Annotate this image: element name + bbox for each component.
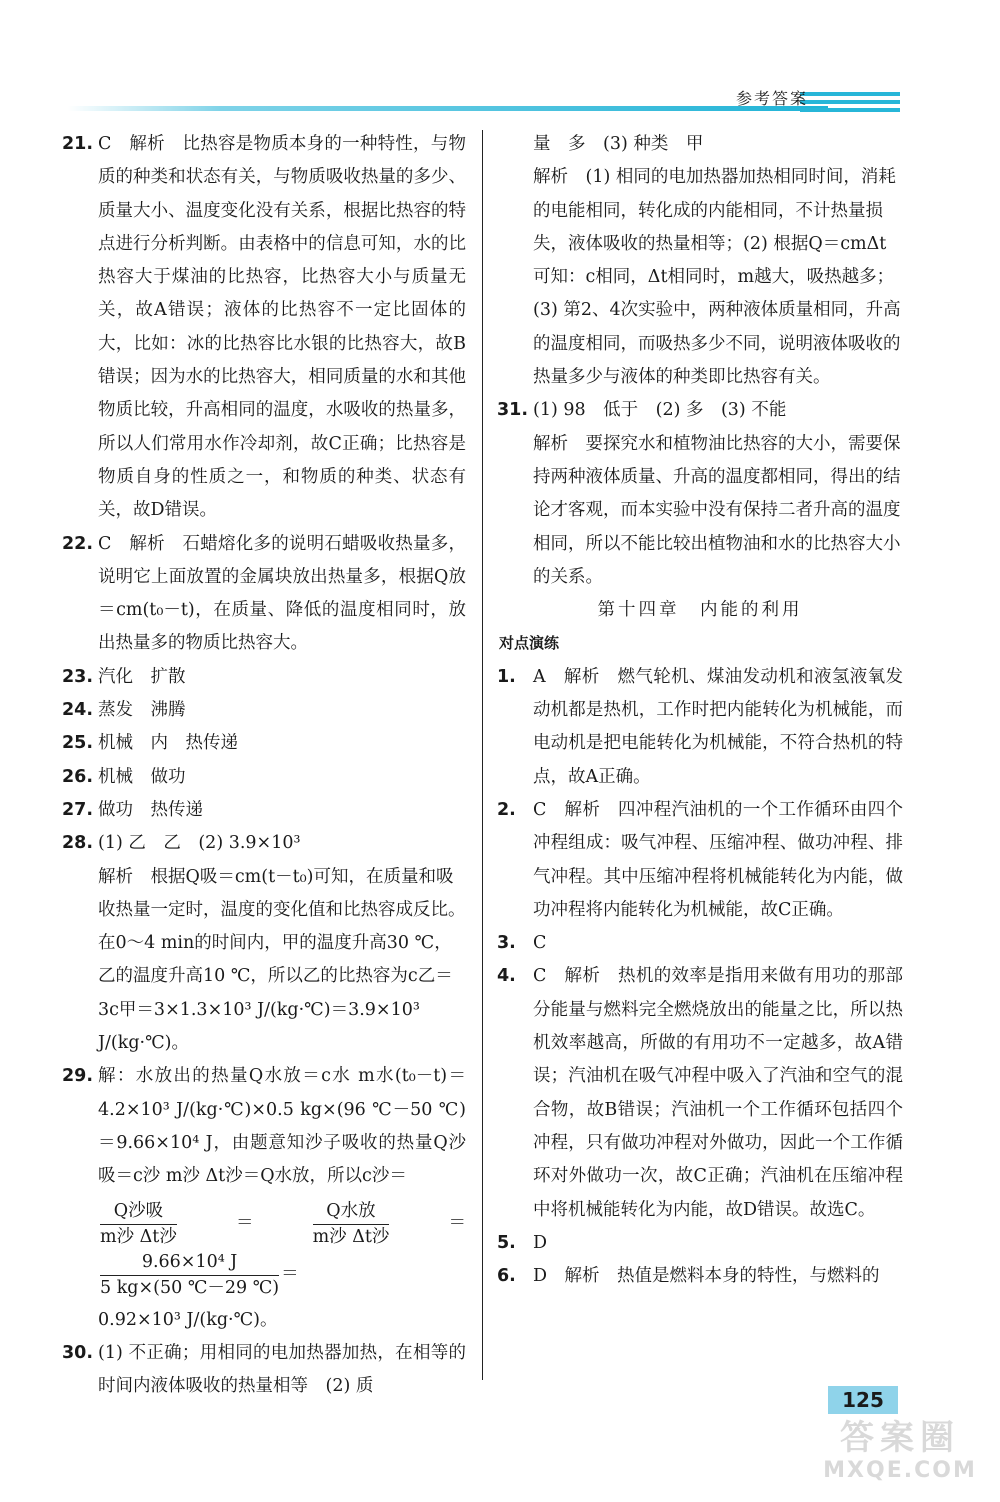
item-text: C 解析 石蜡熔化多的说明石蜡吸收热量多，说明它上面放置的金属块放出热量多，根据Q放＝cm(t₀－t)，在质量、降低的温度相同时，放出热量多的物质比热容大。 [98,533,466,654]
item-text: C 解析 四冲程汽油机的一个工作循环由四个冲程组成：吸气冲程、压缩冲程、做功冲程、排气冲程。其中压缩冲程将机械能转化为内能，做功冲程将内能转化为机械能，故C正确。 [533,799,903,920]
item-number: 6. [497,1266,516,1287]
watermark-text: 答案圈 [840,1418,960,1458]
answer-item [62,661,466,694]
item-number: 29. [62,1066,94,1087]
header-stripes [800,92,900,128]
item-text: (1) 不正确；用相同的电加热器加热，在相等的时间内液体吸收的热量相等 (2) 质 [98,1342,466,1397]
item-text: 机械 做功 [98,766,186,787]
item-number: 27. [62,799,94,820]
item-number: 5. [497,1232,516,1253]
fraction-formula: $\frac{\text{Q沙吸}}{\text{m沙 Δt沙}}$ ＝ $\frac{\text{Q水放}}{\text{m沙 Δt沙}}$ ＝ $\frac{\text{9.66×10⁴ J}}{5 kg\times(50 ℃-29 ℃)}$ ＝ [98,1198,466,1300]
item-text: C [533,933,547,954]
answer-item [497,794,903,927]
fraction: $\frac{\text{Q水放}}{\text{m沙 Δt沙}}$ [313,1198,390,1249]
item-number: 25. [62,733,94,754]
right-column [497,128,903,1293]
item-text: 解：水放出的热量Q水放＝c水 m水(t₀－t)＝4.2×10³ J/(kg·℃)×0.5 kg×(96 ℃－50 ℃)＝9.66×10⁴ J，由题意知沙子吸收的热量Q沙吸＝c沙 m沙 Δt沙＝Q水放，所以c沙＝ [98,1066,466,1187]
answer-item [62,528,466,661]
answer-item [62,827,466,860]
answer-item [497,960,903,1226]
item-number: 2. [497,799,516,820]
column-divider [482,130,483,1380]
answer-item [497,1260,903,1293]
item-number: 31. [497,400,529,421]
item-text: D [533,1232,548,1253]
section-heading: 对点演练 [499,634,560,653]
item-number: 28. [62,833,94,854]
analysis-text: 解析 (1) 相同的电加热器加热相同时间，消耗的电能相同，转化成的内能相同，不计热量损失，液体吸收的热量相等；(2) 根据Q＝cmΔt可知：c相同，Δt相同时，m越大，吸热越多；(3) 第2、4次实验中，两种液体质量相同，升高的温度相同，而吸热多少不同，说明液体吸收的热量多少与液体的种类即比热容有关。 [533,167,901,388]
item-number: 26. [62,766,94,787]
answer-item [497,927,903,960]
analysis-text: 解析 根据Q吸＝cm(t－t₀)可知，在质量和吸收热量一定时，温度的变化值和比热容成反比。在0～4 min的时间内，甲的温度升高30 ℃，乙的温度升高10 ℃，所以乙的比热容为c乙＝3c甲＝3×1.3×10³ J/(kg·℃)＝3.9×10³ J/(kg·℃)。 [98,866,466,1054]
answer-item [497,661,903,794]
chapter-heading: 第十四章 内能的利用 [597,600,803,621]
item-number: 3. [497,933,516,954]
fraction: $\frac{\text{9.66×10⁴ J}}{5 kg\times(50 ℃-29 ℃)}$ [100,1249,279,1300]
continued-text: 量 多 (3) 种类 甲 [533,134,704,154]
formula-result: 0.92×10³ J/(kg·℃)。 [98,1309,278,1330]
answer-item [62,1060,466,1336]
fraction: $\frac{\text{Q沙吸}}{\text{m沙 Δt沙}}$ [100,1198,177,1249]
watermark-url: MXQE.COM [823,1458,977,1483]
item-text: 做功 热传递 [98,799,203,820]
item-text: 蒸发 沸腾 [98,700,186,721]
item-number: 24. [62,700,94,721]
item-text: (1) 98 低于 (2) 多 (3) 不能 [533,400,787,421]
item-text: A 解析 燃气轮机、煤油发动机和液氢液氧发动机都是热机，工作时把内能转化为机械能，而电动机是把电能转化为机械能，不符合热机的特点，故A正确。 [533,666,903,787]
item-text: C 解析 热机的效率是指用来做有用功的那部分能量与燃料完全燃烧放出的能量之比，所以热机效率越高，所做的有用功不一定越多，故A错误；汽油机在吸气冲程中吸入了汽油和空气的混合物，故B错误；汽油机一个工作循环包括四个冲程，只有做功冲程对外做功，因此一个工作循环对外做功一次，故C正确；汽油机在压缩冲程中将机械能转化为内能，故D错误。故选C。 [533,966,903,1220]
left-column [62,128,466,1403]
page-number: 125 [828,1386,898,1414]
answer-item [62,128,466,528]
answer-item [62,727,466,760]
item-text: D 解析 热值是燃料本身的特性，与燃料的 [533,1266,880,1287]
answer-item [62,694,466,727]
item-text: C 解析 比热容是物质本身的一种特性，与物质的种类和状态有关，与物质吸收热量的多少、质量大小、温度变化没有关系，根据比热容的特点进行分析判断。由表格中的信息可知，水的比热容大于煤油的比热容，比热容大小与质量无关，故A错误；液体的比热容不一定比固体的大，比如：冰的比热容比水银的比热容大，故B错误；因为水的比热容大，相同质量的水和其他物质比较，升高相同的温度，水吸收的热量多，所以人们常用水作冷却剂，故C正确；比热容是物质自身的性质之一，和物质的种类、状态有关，故D错误。 [98,134,466,521]
item-number: 22. [62,533,94,554]
header-rule [68,106,828,111]
analysis-text: 解析 要探究水和植物油比热容的大小，需要保持两种液体质量、升高的温度都相同，得出的结论才客观，而本实验中没有保持二者升高的温度相同，所以不能比较出植物油和水的比热容大小的关系。 [533,433,901,587]
item-number: 21. [62,134,94,154]
answer-item [62,794,466,827]
item-number: 30. [62,1342,94,1363]
item-number: 1. [497,666,516,687]
watermark-logo [810,1418,990,1488]
answer-item [497,394,903,427]
item-text: 汽化 扩散 [98,666,186,687]
item-number: 23. [62,666,94,687]
answer-item [62,761,466,794]
item-text: (1) 乙 乙 (2) 3.9×10³ [98,833,301,854]
page-header-title: 参考答案 [736,89,809,108]
item-number: 4. [497,966,516,987]
answer-item [497,1227,903,1260]
item-text: 机械 内 热传递 [98,733,238,754]
answer-item [62,1337,466,1404]
